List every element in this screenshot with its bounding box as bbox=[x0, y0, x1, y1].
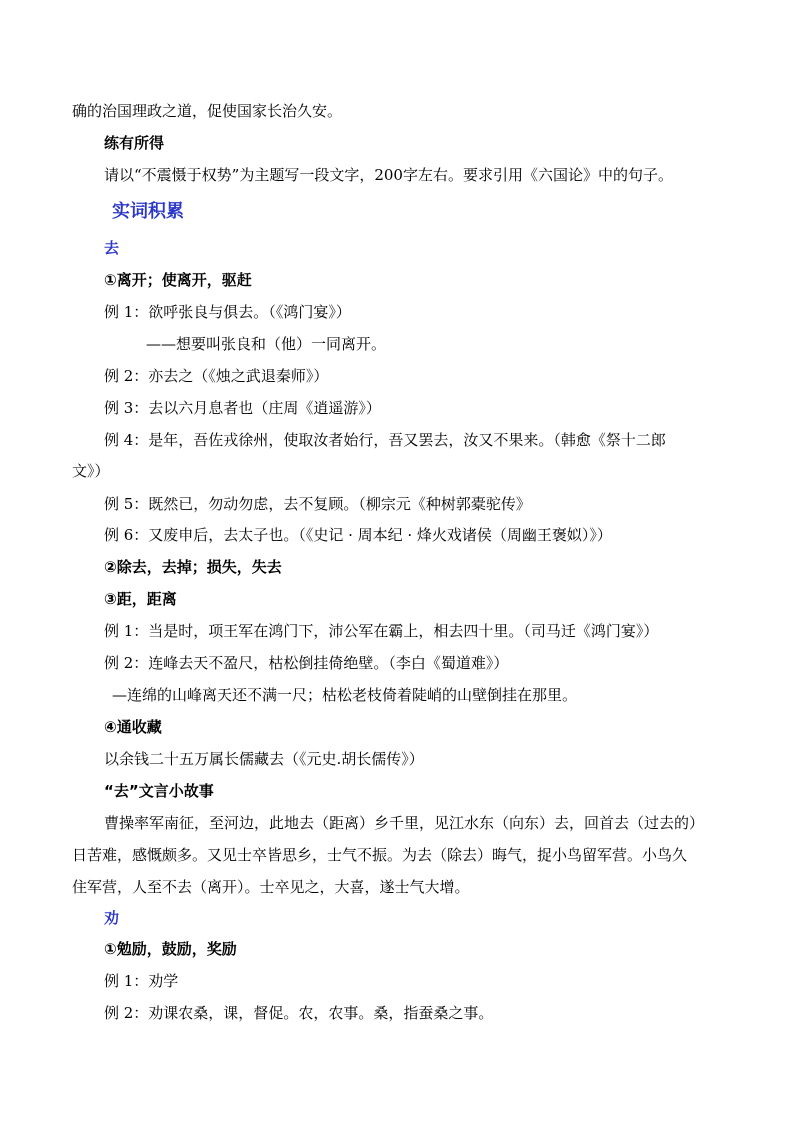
meaning-heading-4: ④通收藏 bbox=[104, 718, 162, 736]
example-line: 例 3：去以六月息者也（庄周《逍遥游》） bbox=[104, 399, 381, 417]
meaning-heading-2: ②除去，去掉；损失，失去 bbox=[104, 558, 282, 576]
translation-line: ——想要叫张良和（他）一同离开。 bbox=[146, 335, 387, 353]
writing-prompt: 请以“不震慑于权势”为主题写一段文字，200字左右。要求引用《六国论》中的句子。 bbox=[104, 166, 673, 184]
example-line: 例 1：当是时，项王军在鸿门下，沛公军在霸上，相去四十里。（司马迁《鸿门宴》） bbox=[104, 622, 659, 640]
example-line: 例 2：连峰去天不盈尺，枯松倒挂倚绝壁。（李白《蜀道难》） bbox=[104, 654, 509, 672]
example-line: 例 1：欲呼张良与俱去。（《鸿门宴》） bbox=[104, 303, 351, 321]
word-heading-qu: 去 bbox=[104, 239, 120, 257]
meaning-heading-1: ①离开；使离开，驱赶 bbox=[104, 271, 252, 289]
word-heading-quan: 劝 bbox=[104, 909, 120, 927]
example-line: 以余钱二十五万属长儒藏去（《元史.胡长儒传》） bbox=[104, 750, 424, 768]
story-paragraph-line: 住军营，人至不去（离开）。士卒见之，大喜，遂士气大增。 bbox=[72, 878, 470, 896]
story-paragraph-line: 曹操率军南征，至河边，此地去（距离）乡千里，见江水东（向东）去，回首去（过去的） bbox=[104, 814, 705, 832]
example-line: 例 5：既然已，勿动勿虑，去不复顾。（柳宗元《种树郭橐驼传》 bbox=[104, 495, 531, 513]
story-heading: “去”文言小故事 bbox=[104, 782, 214, 800]
example-line: 例 1：劝学 bbox=[104, 972, 179, 990]
meaning-heading-1-quan: ①勉励，鼓励，奖励 bbox=[104, 940, 237, 958]
meaning-heading-3: ③距，距离 bbox=[104, 590, 177, 608]
example-line: 例 4：是年，吾佐戎徐州，使取汝者始行，吾又罢去，汝又不果来。（韩愈《祭十二郎 bbox=[104, 431, 666, 449]
section-heading-vocabulary: 实词积累 bbox=[112, 201, 184, 222]
example-line: 例 2：劝课农桑，课，督促。农，农事。桑，指蚕桑之事。 bbox=[104, 1004, 494, 1022]
example-line: 例 6：又废申后，去太子也。（《史记 · 周本纪 · 烽火戏诸侯（周幽王褒姒）》） bbox=[104, 526, 612, 544]
story-paragraph-line: 日苦难，感慨颇多。又见士卒皆思乡，士气不振。为去（除去）晦气，捉小鸟留军营。小鸟久 bbox=[72, 846, 688, 864]
practice-heading: 练有所得 bbox=[104, 134, 165, 152]
example-line-wrap: 文》） bbox=[72, 462, 110, 480]
example-line: 例 2：亦去之（《烛之武退秦师》） bbox=[104, 367, 329, 385]
translation-line: —连绵的山峰离天还不满一尺；枯松老枝倚着陡峭的山壁倒挂在那里。 bbox=[112, 686, 578, 704]
paragraph-continuation: 确的治国理政之道，促使国家长治久安。 bbox=[72, 102, 343, 120]
